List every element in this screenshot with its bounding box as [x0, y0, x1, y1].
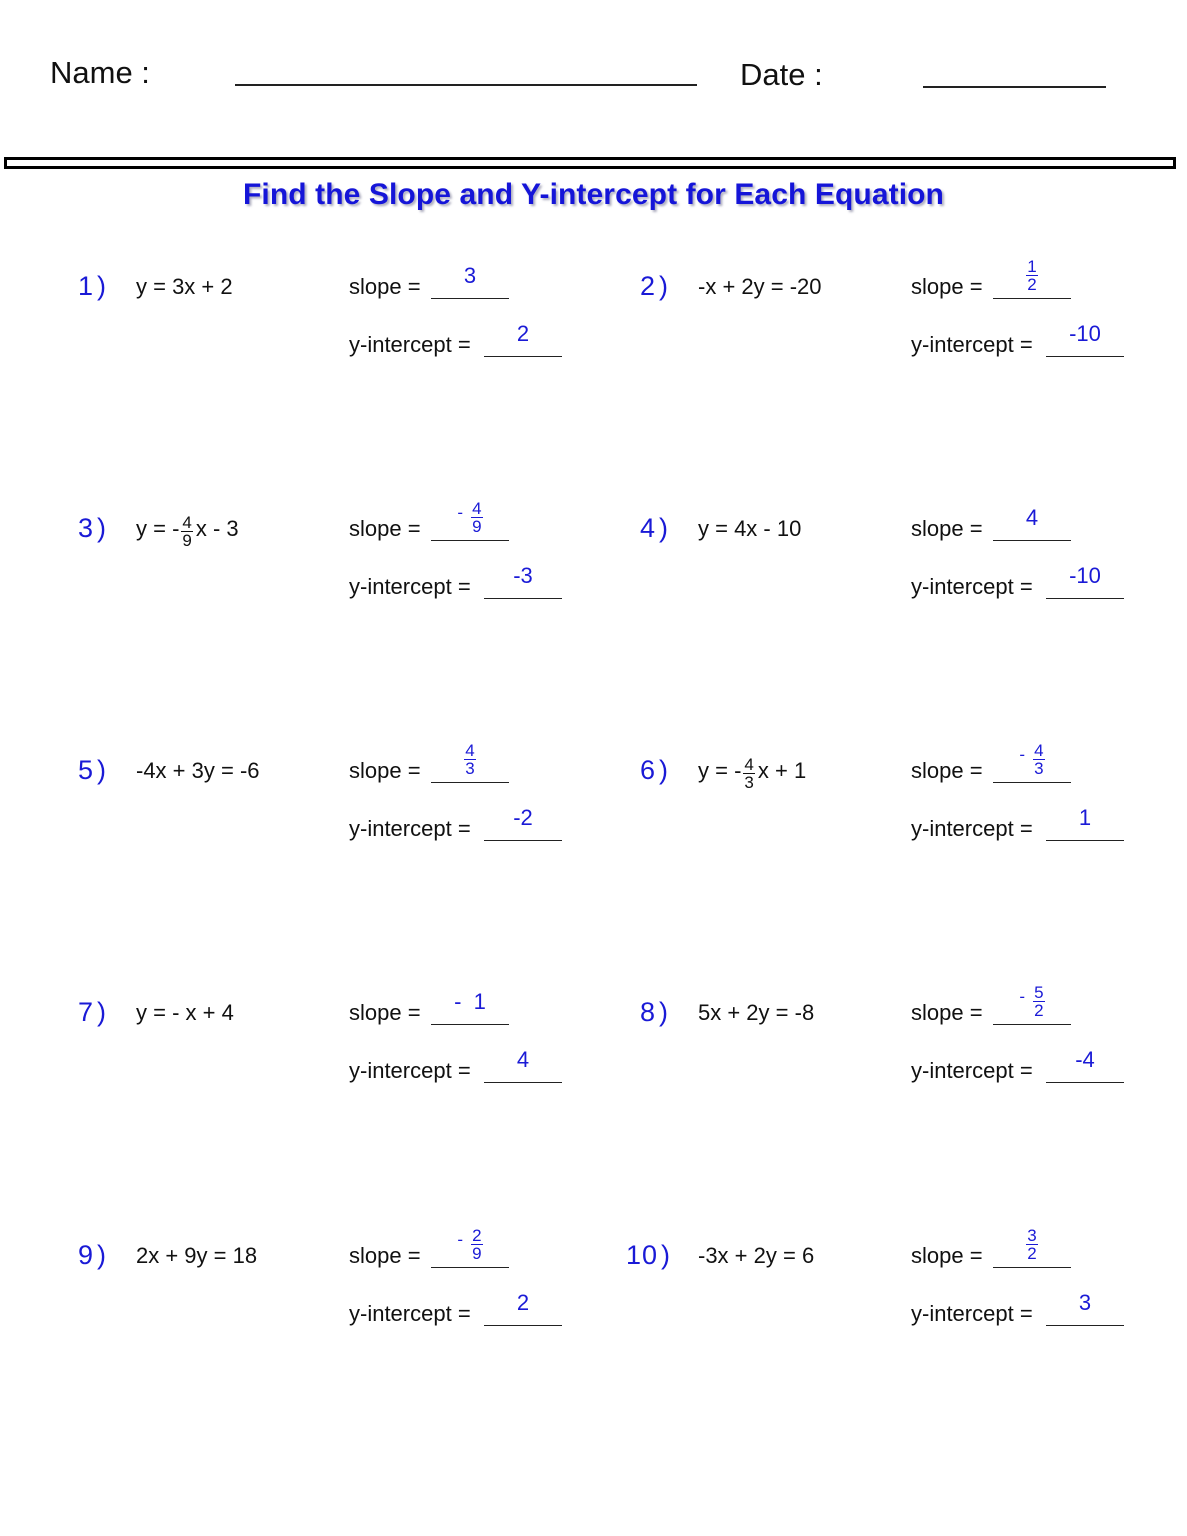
slope-numerator: 4 [472, 499, 482, 518]
slope-label: slope = [349, 274, 421, 299]
equation-fraction [743, 756, 754, 791]
slope-fraction [471, 500, 482, 535]
slope-answer [993, 733, 1071, 777]
slope-label: slope = [349, 516, 421, 541]
slope-denominator: 9 [472, 517, 482, 536]
y-intercept-answer: -4 [1075, 1047, 1095, 1072]
problem-number-paren: ) [661, 1240, 672, 1270]
equation [136, 512, 239, 550]
problem-number [78, 755, 107, 786]
problem-number-value: 1 [78, 271, 95, 301]
equation-fraction [181, 514, 192, 549]
equation-prefix: y = - [698, 758, 742, 783]
fraction-numerator: 4 [744, 754, 754, 774]
equation [698, 1243, 814, 1269]
slope-answer: 4 [1025, 505, 1039, 530]
problem-number-paren: ) [97, 755, 108, 785]
y-intercept-answer: -3 [513, 563, 533, 588]
slope-blank[interactable] [993, 298, 1071, 299]
slope-answer: - 1 [454, 989, 486, 1014]
slope-label: slope = [349, 758, 421, 783]
slope-blank[interactable] [993, 1024, 1071, 1025]
slope-blank[interactable] [431, 782, 509, 783]
problem-number-value: 4 [640, 513, 657, 543]
slope-fraction [1033, 984, 1044, 1019]
problem-number-value: 6 [640, 755, 657, 785]
y-intercept-label: y-intercept = [349, 574, 471, 599]
slope-label: slope = [911, 1243, 983, 1268]
slope-label: slope = [349, 1243, 421, 1268]
y-intercept-blank[interactable] [1046, 1082, 1124, 1083]
problem-number-paren: ) [97, 513, 108, 543]
slope-answer [993, 249, 1071, 293]
problem-number-paren: ) [97, 997, 108, 1027]
slope-fraction [1033, 742, 1044, 777]
problem-number-paren: ) [659, 997, 670, 1027]
slope-denominator: 2 [1027, 1244, 1037, 1263]
equation [136, 274, 233, 300]
slope-denominator: 3 [1034, 759, 1044, 778]
equation-prefix: y = 3x + 2 [136, 274, 233, 299]
slope-answer [993, 1218, 1071, 1262]
slope-fraction [464, 742, 475, 777]
y-intercept-answer: 3 [1078, 1290, 1092, 1315]
y-intercept-answer: -10 [1069, 563, 1101, 588]
slope-sign: - [1019, 987, 1026, 1006]
equation-prefix: 5x + 2y = -8 [698, 1000, 815, 1025]
equation-suffix: x + 1 [757, 758, 807, 783]
slope-numerator: 1 [1027, 257, 1037, 276]
slope-sign: - [457, 1230, 464, 1249]
slope-label: slope = [349, 1000, 421, 1025]
double-rule-divider [4, 157, 1176, 169]
slope-answer [431, 733, 509, 777]
problem-number [640, 513, 669, 544]
y-intercept-blank[interactable] [1046, 356, 1124, 357]
problem-number-paren: ) [659, 271, 670, 301]
y-intercept-blank[interactable] [484, 1325, 562, 1326]
y-intercept-label: y-intercept = [911, 1058, 1033, 1083]
equation-prefix: -4x + 3y = -6 [136, 758, 260, 783]
slope-answer [431, 491, 509, 535]
equation-prefix: -x + 2y = -20 [698, 274, 822, 299]
problem-2 [640, 257, 1187, 391]
problem-3 [78, 499, 638, 633]
slope-fraction [1026, 258, 1037, 293]
slope-answer [431, 1218, 509, 1262]
slope-numerator: 5 [1034, 983, 1044, 1002]
equation [698, 274, 822, 300]
y-intercept-answer: 4 [516, 1047, 530, 1072]
problem-number [640, 755, 669, 786]
slope-denominator: 9 [472, 1244, 482, 1263]
y-intercept-answer: 2 [516, 1290, 530, 1315]
problem-number-paren: ) [97, 1240, 108, 1270]
slope-fraction [1026, 1227, 1037, 1262]
problem-number-value: 9 [78, 1240, 95, 1270]
equation [136, 758, 260, 784]
equation-prefix: -3x + 2y = 6 [698, 1243, 815, 1268]
date-label: Date : [740, 57, 823, 92]
problem-4 [640, 505, 1187, 633]
equation [698, 754, 807, 792]
fraction-denominator: 9 [182, 530, 192, 550]
slope-numerator: 4 [1034, 741, 1044, 760]
equation-suffix: x - 3 [195, 516, 239, 541]
y-intercept-label: y-intercept = [349, 816, 471, 841]
date-field-line[interactable] [923, 86, 1106, 88]
problem-number [78, 271, 107, 302]
y-intercept-answer: -10 [1069, 321, 1101, 346]
slope-denominator: 3 [465, 759, 475, 778]
y-intercept-blank[interactable] [484, 356, 562, 357]
y-intercept-label: y-intercept = [349, 1058, 471, 1083]
y-intercept-answer: 2 [516, 321, 530, 346]
y-intercept-label: y-intercept = [911, 1301, 1033, 1326]
problem-number-paren: ) [659, 513, 670, 543]
problem-10 [626, 1226, 1186, 1360]
slope-numerator: 2 [472, 1226, 482, 1245]
equation-prefix: 2x + 9y = 18 [136, 1243, 258, 1268]
slope-denominator: 2 [1027, 275, 1037, 294]
y-intercept-blank[interactable] [1046, 598, 1124, 599]
fraction-denominator: 3 [744, 772, 754, 792]
y-intercept-blank[interactable] [1046, 1325, 1124, 1326]
slope-label: slope = [911, 1000, 983, 1025]
slope-label: slope = [911, 516, 983, 541]
slope-answer: 3 [463, 263, 477, 288]
y-intercept-blank[interactable] [484, 840, 562, 841]
slope-blank[interactable] [431, 1024, 509, 1025]
problem-number [640, 271, 669, 302]
slope-sign: - [1019, 745, 1026, 764]
problem-1 [78, 263, 638, 391]
equation [698, 516, 801, 542]
problem-8 [640, 983, 1187, 1117]
slope-label: slope = [911, 758, 983, 783]
problem-number-value: 3 [78, 513, 95, 543]
slope-numerator: 4 [465, 741, 475, 760]
slope-blank[interactable] [431, 1267, 509, 1268]
slope-denominator: 2 [1034, 1001, 1044, 1020]
problem-number-value: 8 [640, 997, 657, 1027]
y-intercept-label: y-intercept = [349, 332, 471, 357]
equation [698, 1000, 814, 1026]
worksheet-title: Find the Slope and Y-intercept for Each Equation [243, 178, 944, 211]
name-field-line[interactable] [235, 84, 697, 86]
problem-number-paren: ) [97, 271, 108, 301]
y-intercept-label: y-intercept = [349, 1301, 471, 1326]
problem-number-value: 7 [78, 997, 95, 1027]
slope-fraction [471, 1227, 482, 1262]
slope-blank[interactable] [993, 540, 1071, 541]
problem-number-value: 2 [640, 271, 657, 301]
y-intercept-label: y-intercept = [911, 332, 1033, 357]
problem-number [640, 997, 669, 1028]
y-intercept-answer: -2 [513, 805, 533, 830]
problem-5 [78, 741, 638, 875]
equation [136, 1000, 234, 1026]
equation [136, 1243, 257, 1269]
problem-number-value: 5 [78, 755, 95, 785]
y-intercept-blank[interactable] [484, 1082, 562, 1083]
slope-sign: - [457, 503, 464, 522]
y-intercept-answer: 1 [1078, 805, 1092, 830]
slope-blank[interactable] [993, 1267, 1071, 1268]
problem-number-paren: ) [659, 755, 670, 785]
equation-prefix: y = - x + 4 [136, 1000, 234, 1025]
problem-number [78, 1240, 107, 1271]
slope-blank[interactable] [993, 782, 1071, 783]
problem-number [78, 513, 107, 544]
problem-number [626, 1240, 671, 1271]
problem-6 [640, 741, 1187, 875]
equation-prefix: y = - [136, 516, 180, 541]
y-intercept-blank[interactable] [484, 598, 562, 599]
problem-7 [78, 989, 638, 1117]
slope-blank[interactable] [431, 540, 509, 541]
fraction-numerator: 4 [182, 512, 192, 532]
slope-blank[interactable] [431, 298, 509, 299]
y-intercept-label: y-intercept = [911, 574, 1033, 599]
problem-number-value: 10 [626, 1240, 659, 1270]
y-intercept-blank[interactable] [1046, 840, 1124, 841]
slope-numerator: 3 [1027, 1226, 1037, 1245]
problem-number [78, 997, 107, 1028]
problem-9 [78, 1226, 638, 1360]
slope-label: slope = [911, 274, 983, 299]
y-intercept-label: y-intercept = [911, 816, 1033, 841]
slope-answer [993, 975, 1071, 1019]
equation-prefix: y = 4x - 10 [698, 516, 802, 541]
name-label: Name : [50, 55, 150, 90]
